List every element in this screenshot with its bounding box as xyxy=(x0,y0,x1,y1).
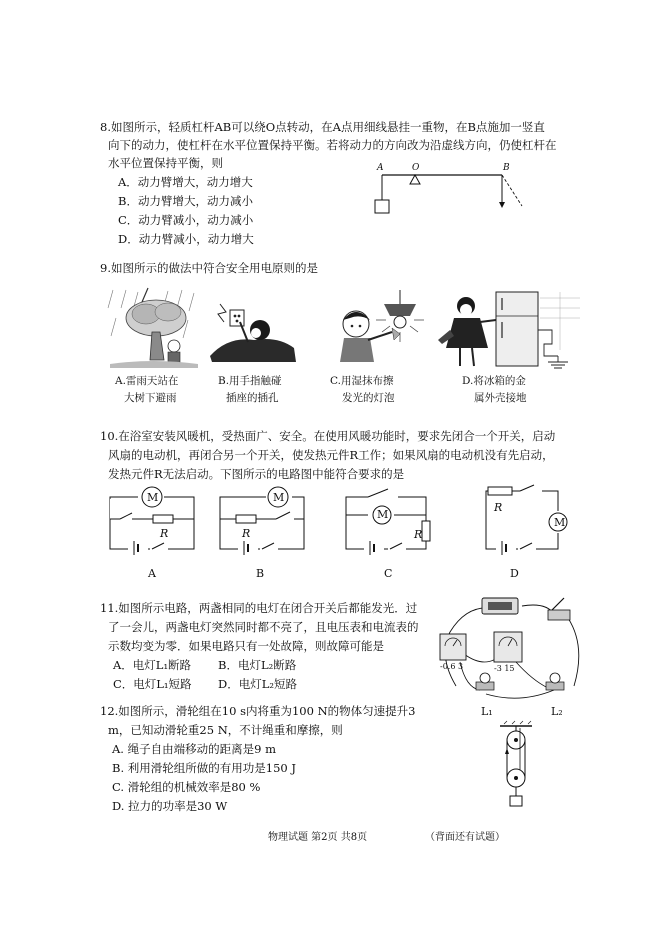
q9-caption-c-line1: C.用湿抹布擦 xyxy=(330,375,394,387)
q8-option-a: A．动力臂增大，动力增大 xyxy=(118,175,253,189)
circuit-a-motor-label: M xyxy=(147,491,159,504)
q8-line-3: 水平位置保持平衡，则 xyxy=(108,156,223,170)
circuit-b-motor-label: M xyxy=(273,491,285,504)
circuit-diagram-c xyxy=(344,485,434,555)
q11-option-b: B．电灯L₂断路 xyxy=(218,658,297,672)
illustration-fridge-grounded xyxy=(436,290,582,372)
lever-label-a: A xyxy=(377,163,384,173)
q12-line-1: 12.如图所示，滑轮组在10 s内将重为100 N的物体匀速提升3 xyxy=(100,704,416,718)
q9-caption-a-line1: A.雷雨天站在 xyxy=(115,375,179,387)
circuit-d-motor-label: M xyxy=(554,516,566,529)
footer-continued-note: （背面还有试题） xyxy=(425,832,505,843)
illustration-child-socket xyxy=(208,300,298,368)
q11-option-a: A．电灯L₁断路 xyxy=(113,658,192,672)
ammeter-scale-label: -0.6 3 xyxy=(440,662,464,671)
footer-page-info: 物理试题 第2页 共8页 xyxy=(268,832,368,843)
lever-label-b: B xyxy=(503,163,510,173)
q11-line-2: 了一会儿，两盏电灯突然同时都不亮了，且电压表和电流表的 xyxy=(108,620,419,634)
q12-line-2: m，已知动滑轮重25 N，不计绳重和摩擦，则 xyxy=(108,723,343,737)
circuit-c-resistor-label: R xyxy=(414,528,423,541)
q8-option-b: B．动力臂增大，动力减小 xyxy=(118,194,253,208)
voltmeter-scale-label: -3 15 xyxy=(494,664,515,673)
q8-line-1: 8.如图所示，轻质杠杆AB可以绕O点转动，在A点用细线悬挂一重物，在B点施加一竖直 xyxy=(100,120,545,134)
q9-caption-b-line1: B.用手指触碰 xyxy=(218,375,282,387)
q11-line-3: 示数均变为零．如果电路只有一处故障，则故障可能是 xyxy=(108,639,384,653)
circuit-diagram-b xyxy=(218,485,308,555)
circuit-a-option-label: A xyxy=(148,567,156,580)
illustration-wiping-lamp xyxy=(330,290,440,370)
lever-label-o: O xyxy=(412,163,420,173)
q12-option-a: A. 绳子自由端移动的距离是9 m xyxy=(112,742,276,756)
lamp-l2-label: L₂ xyxy=(551,705,563,718)
circuit-b-resistor-label: R xyxy=(242,527,251,540)
circuit-d-resistor-label: R xyxy=(494,501,503,514)
q9-caption-d-line1: D.将冰箱的金 xyxy=(462,375,526,387)
q11-option-c: C．电灯L₁短路 xyxy=(113,677,192,691)
q9-stem: 9.如图所示的做法中符合安全用电原则的是 xyxy=(100,261,318,275)
circuit-c-motor-label: M xyxy=(377,508,389,521)
q9-caption-b-line2: 插座的插孔 xyxy=(226,392,279,404)
q10-line-2: 风扇的电动机，再闭合另一个开关，使发热元件R工作；如果风扇的电动机没有先启动， xyxy=(108,448,554,462)
q12-option-c: C. 滑轮组的机械效率是80 % xyxy=(112,780,261,794)
q8-option-d: D．动力臂减小，动力增大 xyxy=(118,232,254,246)
q11-option-d: D．电灯L₂短路 xyxy=(218,677,297,691)
q8-line-2: 向下的动力，使杠杆在水平位置保持平衡。若将动力的方向改为沿虚线方向，仍使杠杆在 xyxy=(108,138,557,152)
circuit-a-resistor-label: R xyxy=(160,527,169,540)
q10-line-3: 发热元件R无法启动。下图所示的电路图中能符合要求的是 xyxy=(108,467,405,481)
illustration-tree-in-storm xyxy=(108,288,200,368)
physical-circuit-figure xyxy=(436,596,586,706)
circuit-b-option-label: B xyxy=(256,567,265,580)
q8-option-c: C．动力臂减小，动力减小 xyxy=(118,213,254,227)
q12-option-d: D. 拉力的功率是30 W xyxy=(112,799,228,813)
lamp-l1-label: L₁ xyxy=(481,705,493,718)
q11-line-1: 11.如图所示电路，两盏相同的电灯在闭合开关后都能发光．过 xyxy=(100,601,418,615)
circuit-d-option-label: D xyxy=(510,567,519,580)
circuit-c-option-label: C xyxy=(384,567,393,580)
q9-caption-a-line2: 大树下避雨 xyxy=(124,392,177,404)
q12-option-b: B. 利用滑轮组所做的有用功是150 J xyxy=(112,761,296,775)
pulley-system-figure xyxy=(496,724,536,810)
q10-line-1: 10.在浴室安装风暖机，受热面广、安全。在使用风暖功能时，要求先闭合一个开关，启动 xyxy=(100,429,556,443)
q9-caption-d-line2: 属外壳接地 xyxy=(474,392,527,404)
q9-caption-c-line2: 发光的灯泡 xyxy=(342,392,395,404)
